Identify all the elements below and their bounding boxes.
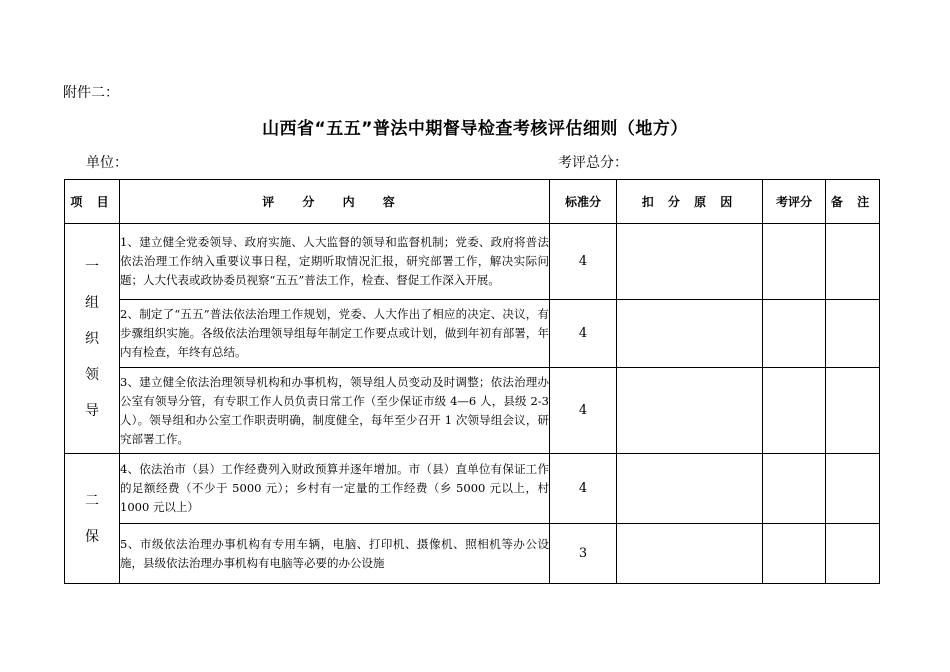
deduction-reason-cell: [617, 368, 763, 454]
deduction-reason-cell: [617, 224, 763, 300]
document-title: 山西省“五五”普法中期督导检查考核评估细则（地方）: [262, 119, 688, 139]
evaluation-score-cell: [763, 524, 826, 584]
standard-score: 4: [550, 454, 617, 524]
evaluation-score-cell: [763, 224, 826, 300]
column-header-deduction-reason: 扣 分 原 因: [617, 180, 763, 224]
remarks-cell: [826, 368, 880, 454]
deduction-reason-cell: [617, 454, 763, 524]
remarks-cell: [826, 300, 880, 368]
attachment-label: 附件二：: [63, 85, 119, 101]
remarks-cell: [826, 524, 880, 584]
category-char: 织: [85, 330, 99, 347]
deduction-reason-cell: [617, 300, 763, 368]
category-cell-organization: [65, 224, 120, 454]
category-char: 导: [85, 402, 99, 419]
deduction-reason-cell: [617, 524, 763, 584]
criteria-content: 4、依法治市（县）工作经费列入财政预算并逐年增加。市（县）直单位有保证工作的足额经费（不少于 5000 元）；乡村有一定量的工作经费（乡 5000 元以上，村 1000 元以上）: [120, 454, 550, 524]
table-row: [65, 454, 880, 524]
column-header-item: 项 目: [65, 180, 120, 224]
criteria-content: 1、建立健全党委领导、政府实施、人大监督的领导和监督机制；党委、政府将普法依法治理工作纳入重要议事日程，定期听取情况汇报，研究部署工作，解决实际问题；人大代表或政协委员视察“五五”普法工作，检查、督促工作深入开展。: [120, 224, 550, 300]
standard-score: 3: [550, 524, 617, 584]
table-row: [65, 300, 880, 368]
remarks-cell: [826, 224, 880, 300]
evaluation-score-cell: [763, 454, 826, 524]
table-header-row: [65, 180, 880, 224]
criteria-content: 5、市级依法治理办事机构有专用车辆，电脑、打印机、摄像机、照相机等办公设施，县级依法治理办事机构有电脑等必要的办公设施: [120, 524, 550, 584]
criteria-content: 3、建立健全依法治理领导机构和办事机构，领导组人员变动及时调整；依法治理办公室有领导分管，有专职工作人员负责日常工作（至少保证市级 4—6 人，县级 2-3 人）。领导组和办公室工作职责明确，制度健全，每年至少召开 1 次领导组会议，研究部署工作。: [120, 368, 550, 454]
table-row: [65, 524, 880, 584]
column-header-standard-score: 标准分: [550, 180, 617, 224]
unit-label: 单位：: [86, 155, 128, 171]
table-row: [65, 368, 880, 454]
evaluation-score-cell: [763, 300, 826, 368]
category-cell-guarantee: [65, 454, 120, 584]
category-char: 一: [85, 258, 99, 275]
remarks-cell: [826, 454, 880, 524]
column-header-remarks: 备 注: [826, 180, 880, 224]
standard-score: 4: [550, 224, 617, 300]
category-char: 保: [85, 528, 99, 545]
standard-score: 4: [550, 368, 617, 454]
evaluation-score-cell: [763, 368, 826, 454]
standard-score: 4: [550, 300, 617, 368]
evaluation-table: [64, 179, 880, 584]
category-char: 领: [85, 366, 99, 383]
column-header-content: 评 分 内 容: [120, 180, 550, 224]
category-char: 组: [85, 294, 99, 311]
criteria-content: 2、制定了“五五”普法依法治理工作规划，党委、人大作出了相应的决定、决议，有步骤组织实施。各级依法治理领导组每年制定工作要点或计划，做到年初有部署，年内有检查，年终有总结。: [120, 300, 550, 368]
total-score-label: 考评总分：: [558, 155, 628, 171]
column-header-evaluation-score: 考评分: [763, 180, 826, 224]
category-char: 二: [85, 492, 99, 509]
table-row: [65, 224, 880, 300]
